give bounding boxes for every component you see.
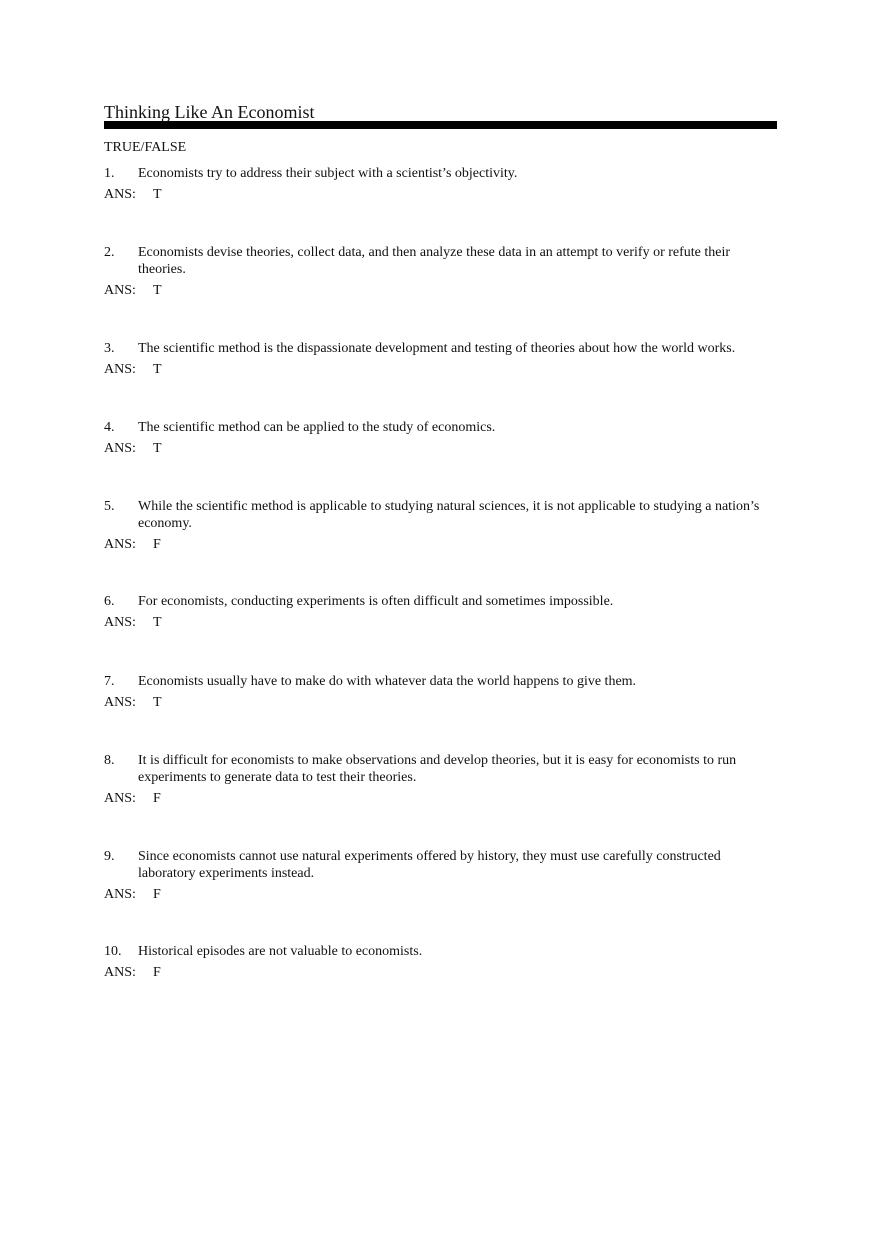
- document-title: Thinking Like An Economist: [104, 102, 315, 122]
- question-text: It is difficult for economists to make observations and develop theories, but it is easy for economists to run experiments to generate data to test their theories.: [138, 753, 737, 785]
- question-number: 9.: [104, 849, 115, 864]
- question-number: 6.: [104, 594, 115, 609]
- answer-value: F: [153, 965, 161, 980]
- answer-value: F: [153, 791, 161, 806]
- question-text: Economists usually have to make do with whatever data the world happens to give them.: [138, 674, 637, 689]
- question-item: [104, 752, 777, 807]
- answer-value: F: [153, 537, 161, 552]
- document-page: [104, 100, 777, 157]
- question-text: The scientific method can be applied to the study of economics.: [138, 420, 496, 435]
- question-item: [104, 673, 777, 711]
- question-text: The scientific method is the dispassionate development and testing of theories about how the world works.: [138, 341, 736, 356]
- answer-label: ANS:: [104, 791, 136, 806]
- question-item: [104, 165, 777, 203]
- answer-value: T: [153, 441, 162, 456]
- question-text: For economists, conducting experiments is often difficult and sometimes impossible.: [138, 594, 614, 609]
- question-text: Economists try to address their subject with a scientist’s objectivity.: [138, 166, 518, 181]
- question-text: Since economists cannot use natural experiments offered by history, they must use carefully constructed laboratory experiments instead.: [138, 849, 721, 881]
- answer-label: ANS:: [104, 695, 136, 710]
- question-item: [104, 340, 777, 378]
- question-number: 1.: [104, 166, 115, 181]
- answer-label: ANS:: [104, 283, 136, 298]
- question-item: [104, 244, 777, 299]
- answer-label: ANS:: [104, 441, 136, 456]
- answer-value: T: [153, 187, 162, 202]
- question-number: 4.: [104, 420, 115, 435]
- question-number: 8.: [104, 753, 115, 768]
- question-number: 7.: [104, 674, 115, 689]
- question-number: 5.: [104, 499, 115, 514]
- question-number: 3.: [104, 341, 115, 356]
- question-number: 10.: [104, 944, 122, 959]
- answer-value: F: [153, 887, 161, 902]
- answer-label: ANS:: [104, 537, 136, 552]
- question-item: [104, 419, 777, 457]
- answer-label: ANS:: [104, 362, 136, 377]
- question-item: [104, 593, 777, 631]
- section-label: TRUE/FALSE: [104, 140, 187, 155]
- answer-label: ANS:: [104, 187, 136, 202]
- question-item: [104, 848, 777, 903]
- answer-value: T: [153, 362, 162, 377]
- answer-value: T: [153, 615, 162, 630]
- answer-label: ANS:: [104, 887, 136, 902]
- answer-label: ANS:: [104, 615, 136, 630]
- answer-label: ANS:: [104, 965, 136, 980]
- question-number: 2.: [104, 245, 115, 260]
- answer-value: T: [153, 283, 162, 298]
- question-text: Economists devise theories, collect data, and then analyze these data in an attempt to verify or refute their theories.: [138, 245, 731, 277]
- question-item: [104, 943, 777, 981]
- question-item: [104, 498, 777, 553]
- question-text: Historical episodes are not valuable to economists.: [138, 944, 423, 959]
- answer-value: T: [153, 695, 162, 710]
- question-text: While the scientific method is applicable to studying natural sciences, it is not applicable to studying a nation’s economy.: [138, 499, 760, 531]
